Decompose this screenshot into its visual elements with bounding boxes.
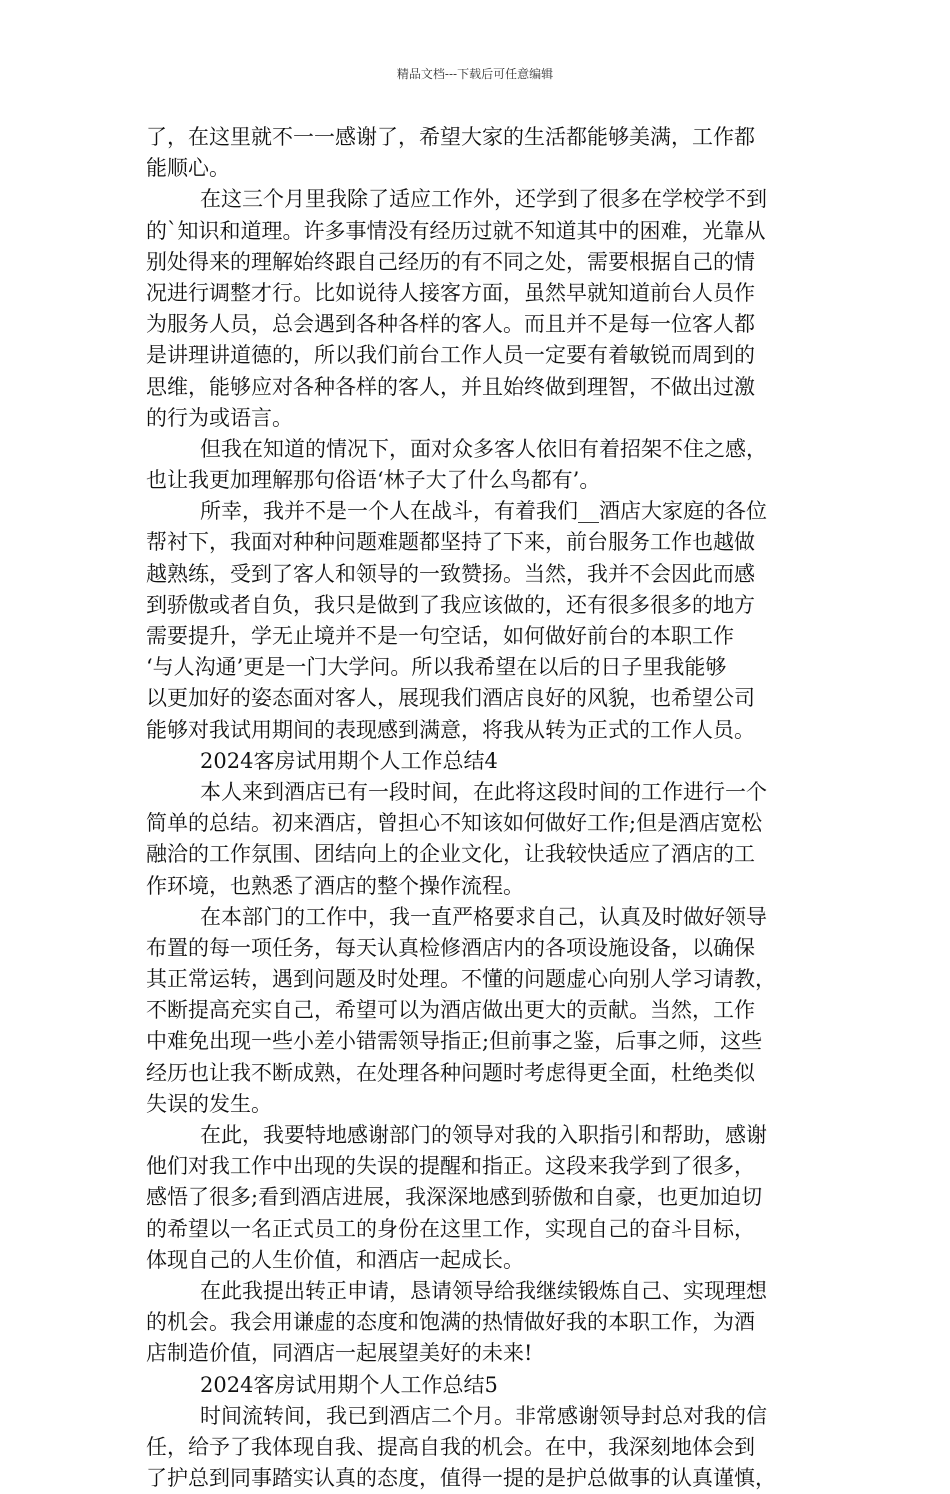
- text-line: 是讲理讲道德的，所以我们前台工作人员一定要有着敏锐而周到的: [146, 343, 755, 368]
- text-line: 不断提高充实自己，希望可以为酒店做出更大的贡献。当然，工作: [146, 998, 755, 1023]
- text-line: 融洽的工作氛围、团结向上的企业文化，让我较快适应了酒店的工: [146, 842, 755, 867]
- text-line: 的希望以一名正式员工的身份在这里工作，实现自己的奋斗目标，: [146, 1216, 755, 1241]
- text-line: 时间流转间，我已到酒店二个月。非常感谢领导封总对我的信: [200, 1403, 767, 1428]
- text-line: 2024客房试用期个人工作总结4: [200, 748, 498, 773]
- text-line: 为服务人员，总会遇到各种各样的客人。而且并不是每一位客人都: [146, 312, 755, 337]
- text-line: 的行为或语言。: [146, 405, 293, 430]
- text-line: 别处得来的理解始终跟自己经历的有不同之处，需要根据自己的情: [146, 249, 755, 274]
- text-line: ‘与人沟通’更是一门大学问。所以我希望在以后的日子里我能够: [146, 655, 727, 680]
- text-line: 需要提升，学无止境并不是一句空话，如何做好前台的本职工作: [146, 624, 734, 648]
- text-line: 但我在知道的情况下，面对众多客人依旧有着招架不住之感，: [200, 436, 767, 461]
- text-line: 在此，我要特地感谢部门的领导对我的入职指引和帮助，感谢: [200, 1123, 767, 1147]
- text-line: 任，给予了我体现自我、提高自我的机会。在中，我深刻地体会到: [146, 1434, 755, 1459]
- text-line: 经历也让我不断成熟，在处理各种问题时考虑得更全面，杜绝类似: [146, 1060, 755, 1085]
- text-line: 体现自己的人生价值，和酒店一起成长。: [146, 1247, 524, 1272]
- text-line: 帮衬下，我面对种种问题难题都坚持了下来，前台服务工作也越做: [146, 530, 755, 555]
- text-line: 失误的发生。: [146, 1091, 272, 1116]
- text-line: 的机会。我会用谦虚的态度和饱满的热情做好我的本职工作，为酒: [146, 1310, 755, 1335]
- text-line: 了护总到同事踏实认真的态度，值得一提的是护总做事的认真谨慎，: [146, 1466, 776, 1491]
- text-line: 作环境，也熟悉了酒店的整个操作流程。: [146, 873, 524, 898]
- text-line: 所幸，我并不是一个人在战斗，有着我们__酒店大家庭的各位: [200, 499, 767, 524]
- text-line: 越熟练，受到了客人和领导的一致赞扬。当然，我并不会因此而感: [146, 561, 755, 586]
- text-line: 感悟了很多;看到酒店进展，我深深地感到骄傲和自豪，也更加迫切: [146, 1185, 763, 1210]
- text-line: 本人来到酒店已有一段时间，在此将这段时间的工作进行一个: [200, 779, 767, 804]
- text-line: 在本部门的工作中，我一直严格要求自己，认真及时做好领导: [200, 904, 767, 929]
- text-line: 也让我更加理解那句俗语‘林子大了什么鸟都有’。: [146, 468, 601, 493]
- document-body: [146, 122, 826, 1494]
- text-line: 简单的总结。初来酒店，曾担心不知该如何做好工作;但是酒店宽松: [146, 811, 763, 836]
- text-line: 思维，能够应对各种各样的客人，并且始终做到理智，不做出过激: [146, 374, 755, 399]
- text-line: 其正常运转，遇到问题及时处理。不懂的问题虚心向别人学习请教，: [146, 967, 776, 992]
- text-line: 在这三个月里我除了适应工作外，还学到了很多在学校学不到: [200, 187, 767, 212]
- text-line: 况进行调整才行。比如说待人接客方面，虽然早就知道前台人员作: [146, 280, 755, 305]
- text-line: 店制造价值，同酒店一起展望美好的未来!: [146, 1341, 533, 1366]
- text-line: 中难免出现一些小差小错需领导指正;但前事之鉴，后事之师，这些: [146, 1029, 763, 1054]
- text-line: 他们对我工作中出现的失误的提醒和指正。这段来我学到了很多，: [146, 1154, 755, 1179]
- text-line: 到骄傲或者自负，我只是做到了我应该做的，还有很多很多的地方: [146, 592, 755, 617]
- text-line: 在此我提出转正申请，恳请领导给我继续锻炼自己、实现理想: [200, 1278, 767, 1303]
- text-line: 以更加好的姿态面对客人，展现我们酒店良好的风貌，也希望公司: [146, 686, 755, 711]
- text-line: 2024客房试用期个人工作总结5: [200, 1372, 498, 1397]
- page-header: 精品文档---下载后可任意编辑: [396, 67, 554, 81]
- text-line: 了，在这里就不一一感谢了，希望大家的生活都能够美满，工作都: [146, 125, 755, 149]
- text-line: 能顺心。: [146, 156, 230, 181]
- text-line: 布置的每一项任务，每天认真检修酒店内的各项设施设备，以确保: [146, 935, 755, 960]
- text-line: 的`知识和道理。许多事情没有经历过就不知道其中的困难，光靠从: [146, 218, 766, 243]
- text-line: 能够对我试用期间的表现感到满意，将我从转为正式的工作人员。: [146, 717, 755, 742]
